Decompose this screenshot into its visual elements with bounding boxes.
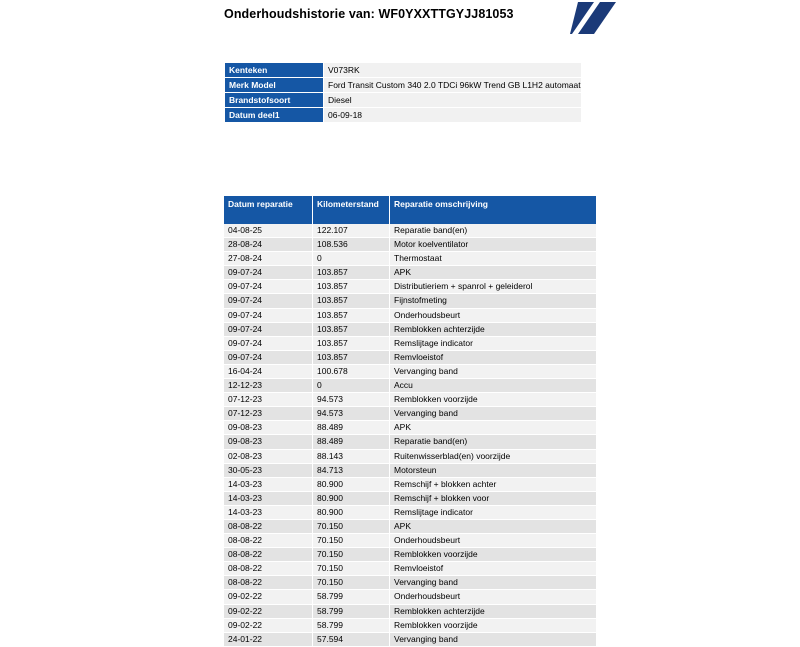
table-row — [225, 78, 582, 93]
cell-datum-reparatie: 08-08-22 — [224, 576, 313, 590]
page-title: Onderhoudshistorie van: WF0YXXTTGYJJ81053 — [224, 7, 514, 21]
info-value-brandstofsoort: Diesel — [324, 93, 582, 108]
cell-reparatie-omschrijving: Remblokken achterzijde — [390, 322, 597, 336]
cell-kilometerstand: 70.150 — [313, 534, 390, 548]
table-row — [224, 548, 596, 562]
table-row — [224, 238, 596, 252]
info-value-datum-deel1: 06-09-18 — [324, 108, 582, 123]
cell-kilometerstand: 122.107 — [313, 224, 390, 238]
column-header-reparatie-omschrijving: Reparatie omschrijving — [390, 196, 597, 224]
cell-datum-reparatie: 09-08-23 — [224, 421, 313, 435]
cell-datum-reparatie: 08-08-22 — [224, 534, 313, 548]
cell-datum-reparatie: 09-07-24 — [224, 294, 313, 308]
cell-datum-reparatie: 30-05-23 — [224, 463, 313, 477]
column-header-kilometerstand: Kilometerstand — [313, 196, 390, 224]
cell-datum-reparatie: 04-08-25 — [224, 224, 313, 238]
cell-kilometerstand: 94.573 — [313, 393, 390, 407]
table-row — [224, 364, 596, 378]
info-value-kenteken: V073RK — [324, 63, 582, 78]
cell-reparatie-omschrijving: APK — [390, 519, 597, 533]
cell-datum-reparatie: 14-03-23 — [224, 491, 313, 505]
cell-reparatie-omschrijving: Vervanging band — [390, 407, 597, 421]
cell-reparatie-omschrijving: Fijnstofmeting — [390, 294, 597, 308]
cell-kilometerstand: 58.799 — [313, 590, 390, 604]
table-row — [224, 266, 596, 280]
cell-kilometerstand: 88.143 — [313, 449, 390, 463]
cell-datum-reparatie: 07-12-23 — [224, 407, 313, 421]
table-row — [225, 93, 582, 108]
cell-datum-reparatie: 08-08-22 — [224, 519, 313, 533]
cell-kilometerstand: 88.489 — [313, 421, 390, 435]
cell-datum-reparatie: 09-07-24 — [224, 322, 313, 336]
cell-kilometerstand: 84.713 — [313, 463, 390, 477]
cell-datum-reparatie: 09-02-22 — [224, 618, 313, 632]
cell-datum-reparatie: 09-02-22 — [224, 590, 313, 604]
cell-reparatie-omschrijving: Onderhoudsbeurt — [390, 308, 597, 322]
info-value-merk-model: Ford Transit Custom 340 2.0 TDCi 96kW Trend GB L1H2 automaat — [324, 78, 582, 93]
cell-reparatie-omschrijving: Remblokken voorzijde — [390, 548, 597, 562]
table-row — [224, 435, 596, 449]
cell-kilometerstand: 103.857 — [313, 294, 390, 308]
table-row — [224, 618, 596, 632]
table-row — [224, 280, 596, 294]
cell-kilometerstand: 58.799 — [313, 604, 390, 618]
history-table-body — [224, 224, 596, 646]
cell-datum-reparatie: 28-08-24 — [224, 238, 313, 252]
cell-datum-reparatie: 12-12-23 — [224, 379, 313, 393]
table-row — [224, 224, 596, 238]
cell-kilometerstand: 80.900 — [313, 477, 390, 491]
cell-reparatie-omschrijving: Remslijtage indicator — [390, 336, 597, 350]
cell-kilometerstand: 80.900 — [313, 491, 390, 505]
cell-reparatie-omschrijving: APK — [390, 266, 597, 280]
table-row — [224, 477, 596, 491]
cell-datum-reparatie: 14-03-23 — [224, 505, 313, 519]
cell-kilometerstand: 58.799 — [313, 618, 390, 632]
table-row — [224, 519, 596, 533]
cell-kilometerstand: 108.536 — [313, 238, 390, 252]
cell-datum-reparatie: 24-01-22 — [224, 632, 313, 646]
cell-kilometerstand: 70.150 — [313, 548, 390, 562]
cell-reparatie-omschrijving: Thermostaat — [390, 252, 597, 266]
cell-kilometerstand: 0 — [313, 379, 390, 393]
vehicle-info-table — [224, 62, 582, 123]
cell-datum-reparatie: 16-04-24 — [224, 364, 313, 378]
cell-reparatie-omschrijving: Remschijf + blokken achter — [390, 477, 597, 491]
cell-reparatie-omschrijving: Remblokken voorzijde — [390, 618, 597, 632]
cell-datum-reparatie: 09-08-23 — [224, 435, 313, 449]
cell-reparatie-omschrijving: Accu — [390, 379, 597, 393]
cell-reparatie-omschrijving: Onderhoudsbeurt — [390, 534, 597, 548]
cell-kilometerstand: 100.678 — [313, 364, 390, 378]
table-row — [224, 562, 596, 576]
info-label-brandstofsoort: Brandstofsoort — [225, 93, 324, 108]
cell-kilometerstand: 103.857 — [313, 308, 390, 322]
cell-datum-reparatie: 07-12-23 — [224, 393, 313, 407]
cell-kilometerstand: 80.900 — [313, 505, 390, 519]
cell-kilometerstand: 103.857 — [313, 336, 390, 350]
cell-kilometerstand: 70.150 — [313, 519, 390, 533]
table-row — [224, 491, 596, 505]
cell-kilometerstand: 103.857 — [313, 350, 390, 364]
cell-kilometerstand: 94.573 — [313, 407, 390, 421]
cell-reparatie-omschrijving: Motor koelventilator — [390, 238, 597, 252]
cell-datum-reparatie: 02-08-23 — [224, 449, 313, 463]
cell-datum-reparatie: 09-07-24 — [224, 266, 313, 280]
cell-reparatie-omschrijving: Remslijtage indicator — [390, 505, 597, 519]
cell-reparatie-omschrijving: Remblokken achterzijde — [390, 604, 597, 618]
cell-datum-reparatie: 09-02-22 — [224, 604, 313, 618]
table-row — [224, 322, 596, 336]
vehicle-info-body — [225, 63, 582, 123]
table-row — [224, 576, 596, 590]
cell-datum-reparatie: 09-07-24 — [224, 336, 313, 350]
table-row — [225, 108, 582, 123]
table-row — [224, 421, 596, 435]
table-row — [224, 308, 596, 322]
cell-reparatie-omschrijving: Motorsteun — [390, 463, 597, 477]
table-row — [224, 534, 596, 548]
cell-kilometerstand: 103.857 — [313, 280, 390, 294]
cell-reparatie-omschrijving: Ruitenwisserblad(en) voorzijde — [390, 449, 597, 463]
cell-reparatie-omschrijving: Vervanging band — [390, 576, 597, 590]
table-row — [224, 407, 596, 421]
cell-kilometerstand: 103.857 — [313, 266, 390, 280]
table-row — [224, 449, 596, 463]
cell-reparatie-omschrijving: Vervanging band — [390, 364, 597, 378]
cell-kilometerstand: 70.150 — [313, 562, 390, 576]
cell-datum-reparatie: 08-08-22 — [224, 548, 313, 562]
table-row — [224, 252, 596, 266]
cell-reparatie-omschrijving: Onderhoudsbeurt — [390, 590, 597, 604]
table-row — [224, 505, 596, 519]
info-label-kenteken: Kenteken — [225, 63, 324, 78]
column-header-datum-reparatie: Datum reparatie — [224, 196, 313, 224]
cell-reparatie-omschrijving: Remschijf + blokken voor — [390, 491, 597, 505]
cell-kilometerstand: 0 — [313, 252, 390, 266]
cell-reparatie-omschrijving: Vervanging band — [390, 632, 597, 646]
cell-reparatie-omschrijving: Remvloeistof — [390, 562, 597, 576]
table-header-row — [224, 196, 596, 224]
cell-reparatie-omschrijving: APK — [390, 421, 597, 435]
cell-reparatie-omschrijving: Reparatie band(en) — [390, 435, 597, 449]
table-row — [224, 393, 596, 407]
table-row — [224, 632, 596, 646]
table-row — [224, 336, 596, 350]
cell-kilometerstand: 70.150 — [313, 576, 390, 590]
cell-kilometerstand: 88.489 — [313, 435, 390, 449]
info-label-datum-deel1: Datum deel1 — [225, 108, 324, 123]
cell-datum-reparatie: 09-07-24 — [224, 350, 313, 364]
info-label-merk-model: Merk Model — [225, 78, 324, 93]
cell-datum-reparatie: 08-08-22 — [224, 562, 313, 576]
cell-kilometerstand: 103.857 — [313, 322, 390, 336]
cell-datum-reparatie: 09-07-24 — [224, 280, 313, 294]
brand-swoosh-logo-icon — [570, 0, 800, 40]
cell-reparatie-omschrijving: Distributieriem + spanrol + geleiderol — [390, 280, 597, 294]
history-table-head — [224, 196, 596, 224]
cell-datum-reparatie: 09-07-24 — [224, 308, 313, 322]
table-row — [224, 463, 596, 477]
table-row — [224, 294, 596, 308]
cell-reparatie-omschrijving: Remvloeistof — [390, 350, 597, 364]
cell-datum-reparatie: 14-03-23 — [224, 477, 313, 491]
maintenance-history-table — [224, 196, 596, 647]
table-row — [224, 604, 596, 618]
table-row — [224, 350, 596, 364]
cell-kilometerstand: 57.594 — [313, 632, 390, 646]
table-row — [224, 590, 596, 604]
table-row — [224, 379, 596, 393]
cell-reparatie-omschrijving: Remblokken voorzijde — [390, 393, 597, 407]
cell-reparatie-omschrijving: Reparatie band(en) — [390, 224, 597, 238]
cell-datum-reparatie: 27-08-24 — [224, 252, 313, 266]
table-row — [225, 63, 582, 78]
